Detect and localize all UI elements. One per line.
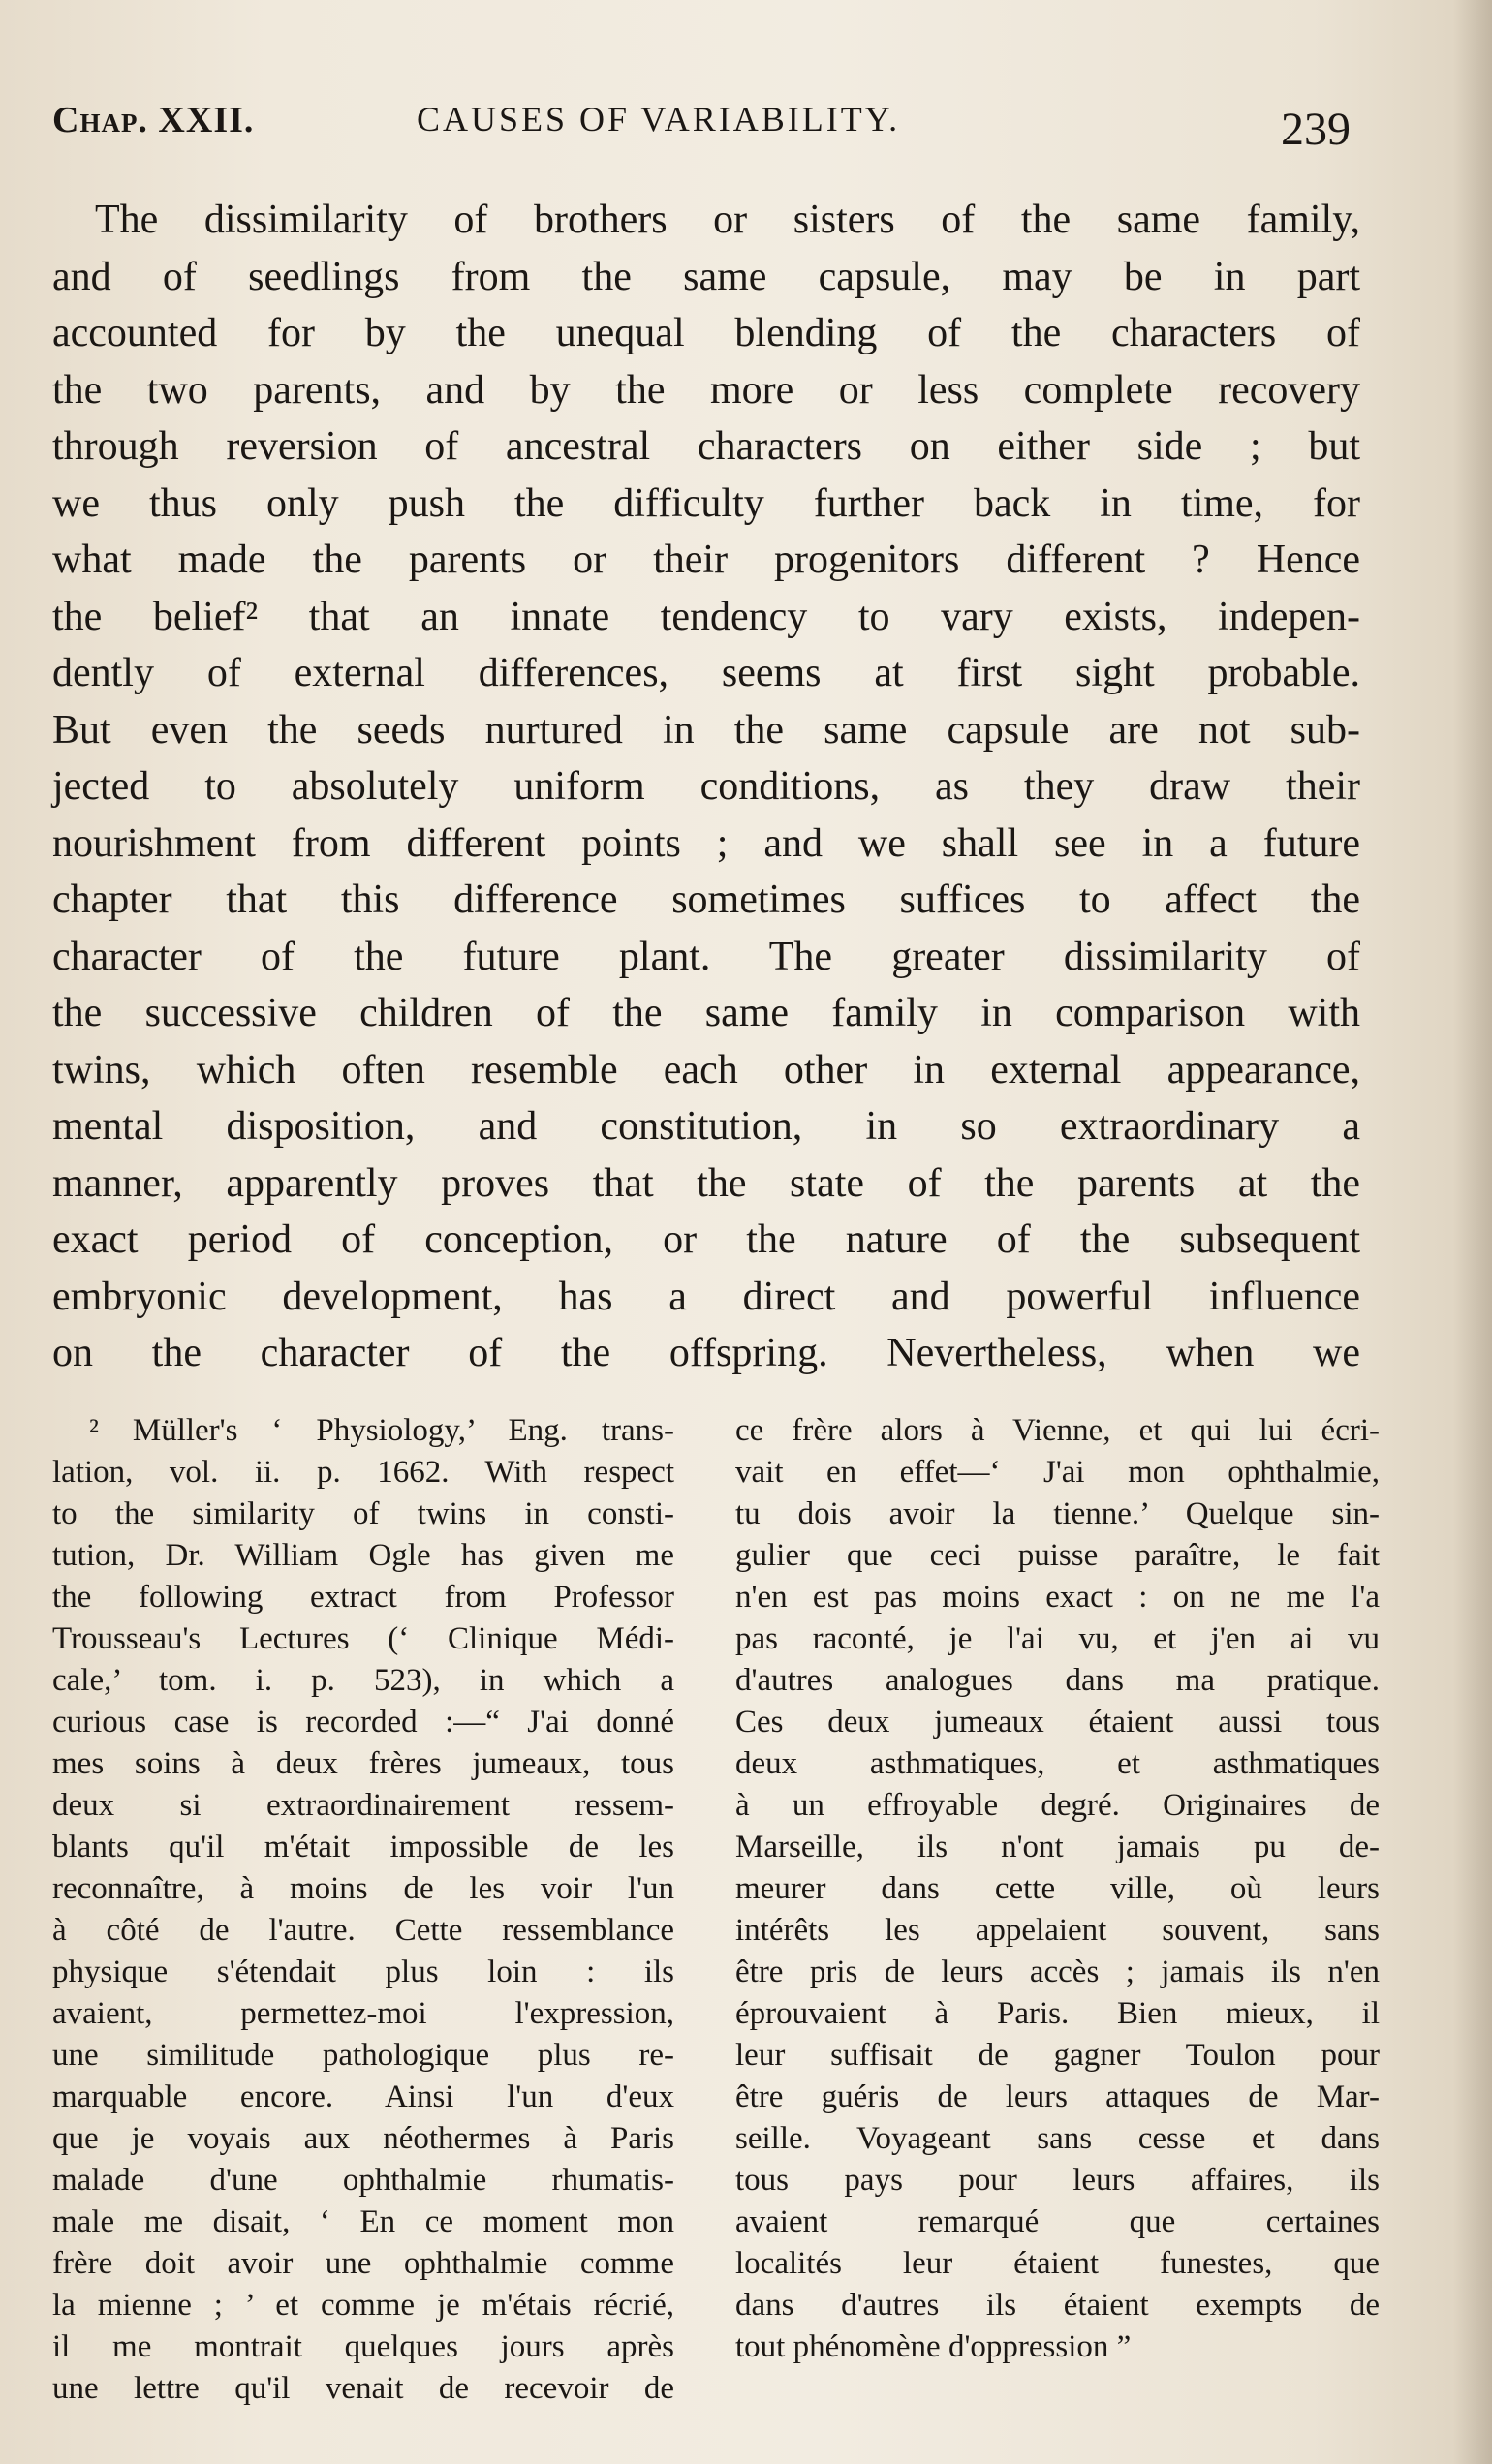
text-line: jected to absolutely uniform conditions, as they draw their — [52, 764, 1360, 809]
footnote-line: seille. Voyageant sans cesse et dans — [735, 2121, 1380, 2156]
footnote-line: deux si extraordinairement ressem- — [52, 1788, 674, 1823]
footnote-line: marquable encore. Ainsi l'un d'eux — [52, 2079, 674, 2114]
text-line: The dissimilarity of brothers or sisters of the same family, — [95, 198, 1360, 242]
text-line: embryonic development, has a direct and powerful influence — [52, 1274, 1360, 1319]
chapter-label: Chap. XXII. — [52, 100, 255, 140]
footnote-line: vait en effet—‘ J'ai mon ophthalmie, — [735, 1455, 1380, 1490]
footnote-line: ² Müller's ‘ Physiology,’ Eng. trans- — [89, 1413, 674, 1448]
footnote-line: localités leur étaient funestes, que — [735, 2246, 1380, 2281]
footnote-line: to the similarity of twins in consti- — [52, 1496, 674, 1531]
text-line: twins, which often resemble each other in external appearance, — [52, 1047, 1360, 1093]
footnote-line: tu dois avoir la tienne.’ Quelque sin- — [735, 1496, 1380, 1531]
page-number: 239 — [1281, 104, 1351, 155]
footnote-right-column — [735, 1410, 1380, 2368]
footnote-line: cale,’ tom. i. p. 523), in which a — [52, 1663, 674, 1698]
footnote-line: tout phénomène d'oppression ” — [735, 2329, 1132, 2364]
footnote-line: lation, vol. ii. p. 1662. With respect — [52, 1455, 674, 1490]
text-line: the two parents, and by the more or less complete recovery — [52, 367, 1360, 413]
footnote-line: male me disait, ‘ En ce moment mon — [52, 2204, 674, 2239]
text-line: the successive children of the same family in comparison with — [52, 991, 1360, 1035]
main-paragraph — [52, 192, 1360, 1382]
footnote-left-column — [52, 1410, 674, 2410]
text-line: But even the seeds nurtured in the same capsule are not sub- — [52, 707, 1360, 753]
footnote-line: ce frère alors à Vienne, et qui lui écri- — [735, 1413, 1380, 1448]
footnote-line: dans d'autres ils étaient exempts de — [735, 2288, 1380, 2323]
footnote-line: n'en est pas moins exact : on ne me l'a — [735, 1580, 1380, 1615]
footnote-line: Trousseau's Lectures (‘ Clinique Médi- — [52, 1621, 674, 1656]
running-title: CAUSES OF VARIABILITY. — [417, 100, 901, 139]
text-line: chapter that this difference sometimes suffices to affect the — [52, 878, 1360, 922]
footnote-line: une lettre qu'il venait de recevoir de — [52, 2371, 674, 2406]
text-line: and of seedlings from the same capsule, may be in part — [52, 254, 1360, 299]
footnote-line: leur suffisait de gagner Toulon pour — [735, 2038, 1380, 2073]
footnote-line: gulier que ceci puisse paraître, le fait — [735, 1538, 1380, 1573]
text-line: manner, apparently proves that the state of the parents at the — [52, 1160, 1360, 1206]
footnote-line: intérêts les appelaient souvent, sans — [735, 1913, 1380, 1948]
footnote-line: avaient, permettez-moi l'expression, — [52, 1996, 674, 2031]
footnote-line: tous pays pour leurs affaires, ils — [735, 2163, 1380, 2198]
text-line: accounted for by the unequal blending of the characters of — [52, 311, 1360, 355]
footnote-line: tution, Dr. William Ogle has given me — [52, 1538, 674, 1573]
footnote-line: à côté de l'autre. Cette ressemblance — [52, 1913, 674, 1948]
footnote-line: une similitude pathologique plus re- — [52, 2038, 674, 2073]
text-line: we thus only push the difficulty further back in time, for — [52, 480, 1360, 526]
footnote — [52, 1410, 1380, 2406]
footnote-line: meurer dans cette ville, où leurs — [735, 1871, 1380, 1906]
footnote-line: frère doit avoir une ophthalmie comme — [52, 2246, 674, 2281]
footnote-line: physique s'étendait plus loin : ils — [52, 1955, 674, 1989]
text-line: dently of external differences, seems at first sight probable. — [52, 651, 1360, 695]
text-line: on the character of the offspring. Nevertheless, when we — [52, 1331, 1360, 1375]
footnote-line: être pris de leurs accès ; jamais ils n'en — [735, 1955, 1380, 1989]
footnote-line: la mienne ; ’ et comme je m'étais récrié, — [52, 2288, 674, 2323]
footnote-line: curious case is recorded :—“ J'ai donné — [52, 1705, 674, 1740]
footnote-line: à un effroyable degré. Originaires de — [735, 1788, 1380, 1823]
footnote-line: the following extract from Professor — [52, 1580, 674, 1615]
footnote-line: que je voyais aux néothermes à Paris — [52, 2121, 674, 2156]
footnote-line: il me montrait quelques jours après — [52, 2329, 674, 2364]
footnote-line: deux asthmatiques, et asthmatiques — [735, 1746, 1380, 1781]
text-line: nourishment from different points ; and we shall see in a future — [52, 820, 1360, 866]
text-line: exact period of conception, or the nature of the subsequent — [52, 1217, 1360, 1262]
footnote-line: mes soins à deux frères jumeaux, tous — [52, 1746, 674, 1781]
footnote-line: être guéris de leurs attaques de Mar- — [735, 2079, 1380, 2114]
footnote-line: pas raconté, je l'ai vu, et j'en ai vu — [735, 1621, 1380, 1656]
footnote-line: blants qu'il m'était impossible de les — [52, 1830, 674, 1864]
text-line: the belief² that an innate tendency to vary exists, indepen- — [52, 594, 1360, 639]
running-head — [52, 93, 1351, 155]
text-line: mental disposition, and constitution, in so extraordinary a — [52, 1104, 1360, 1149]
text-line: through reversion of ancestral characters on either side ; but — [52, 424, 1360, 469]
footnote-line: Ces deux jumeaux étaient aussi tous — [735, 1705, 1380, 1740]
footnote-line: malade d'une ophthalmie rhumatis- — [52, 2163, 674, 2198]
text-line: character of the future plant. The greater dissimilarity of — [52, 934, 1360, 979]
page-edge-shadow — [1453, 0, 1492, 2464]
footnote-line: éprouvaient à Paris. Bien mieux, il — [735, 1996, 1380, 2031]
text-line: what made the parents or their progenitors different ? Hence — [52, 538, 1360, 582]
footnote-line: d'autres analogues dans ma pratique. — [735, 1663, 1380, 1698]
footnote-line: Marseille, ils n'ont jamais pu de- — [735, 1830, 1380, 1864]
footnote-line: reconnaître, à moins de les voir l'un — [52, 1871, 674, 1906]
footnote-line: avaient remarqué que certaines — [735, 2204, 1380, 2239]
